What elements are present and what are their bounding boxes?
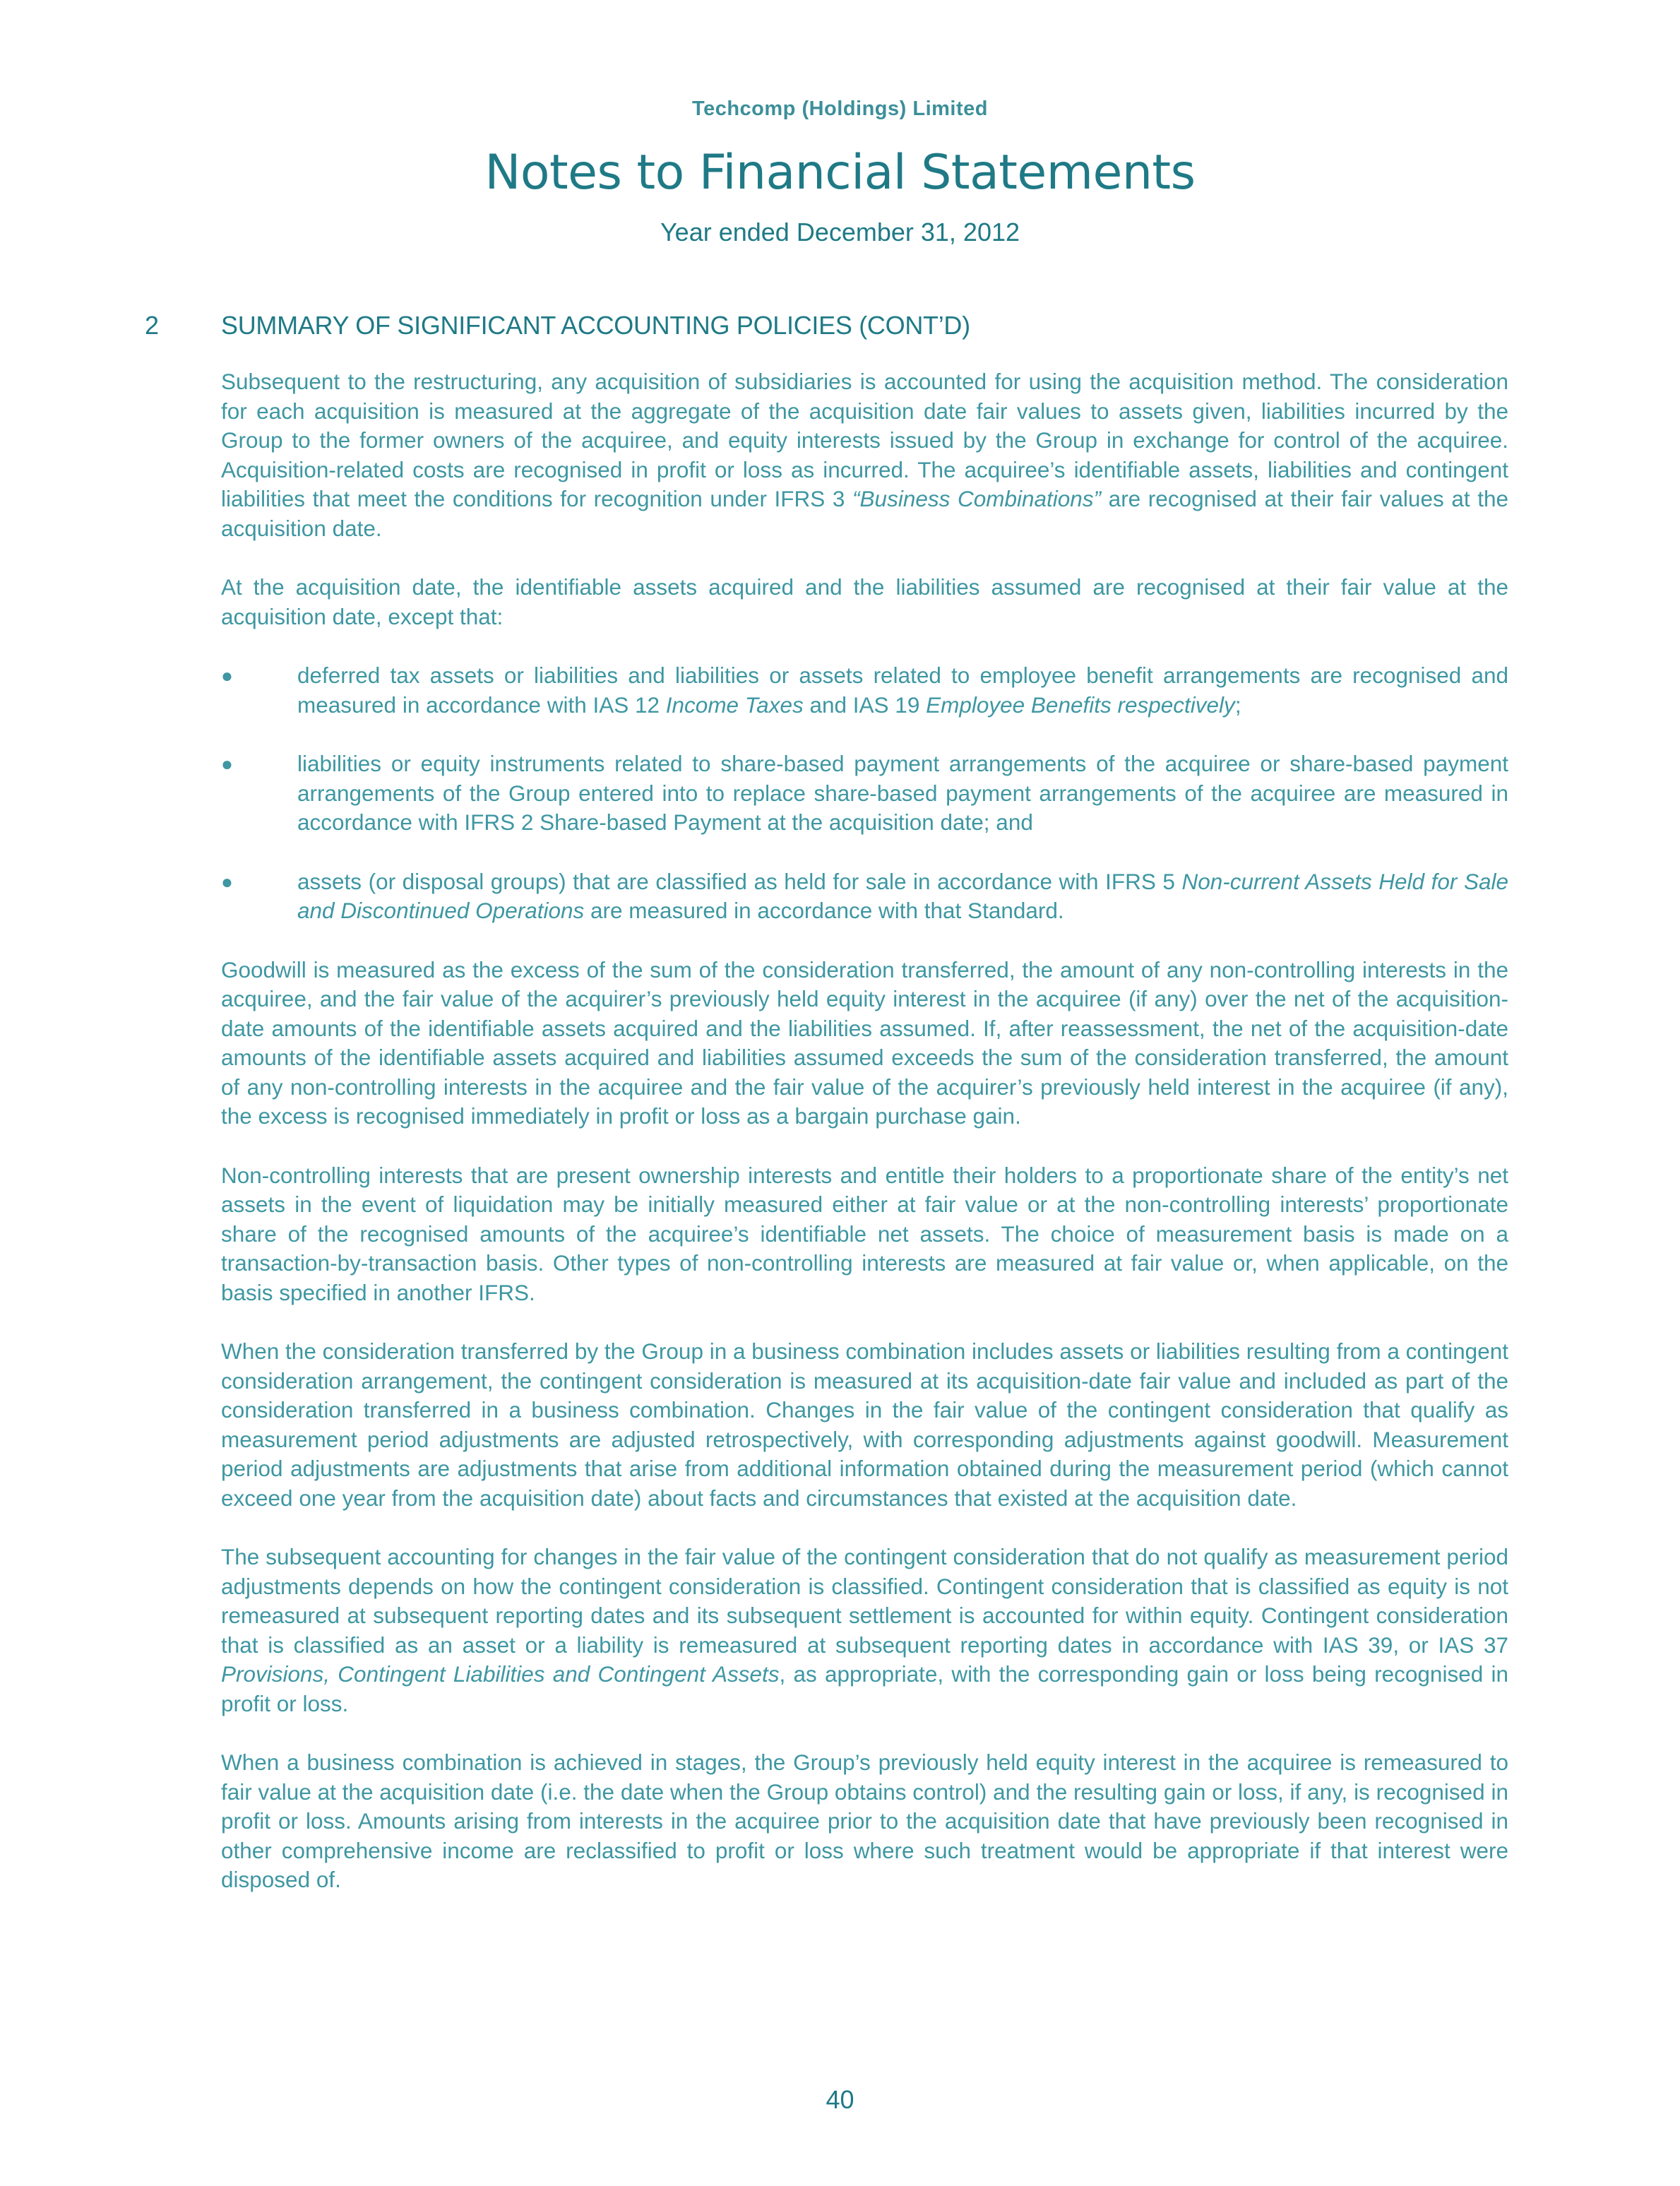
page-number: 40 <box>826 2085 854 2114</box>
page-subtitle: Year ended December 31, 2012 <box>660 218 1020 246</box>
list-item <box>221 749 1508 838</box>
section-title: SUMMARY OF SIGNIFICANT ACCOUNTING POLICIES (CONT’D) <box>221 311 970 340</box>
list-item-text <box>297 661 1508 720</box>
company-name: Techcomp (Holdings) Limited <box>692 97 988 120</box>
list-item-text-part: deferred tax assets or liabilities and liabilities or assets related to employee benefit arrangements are recognised and measured in accordance with IAS 12 <box>297 663 1508 718</box>
paragraph-text: The subsequent accounting for changes in the fair value of the contingent consideration that do not qualify as measurement period adjustments depends on how the contingent consideration is classified. Contingent consideration that is classified as equity is not remeasured at subsequent reporting dates and its subsequent settlement is accounted for within equity. Contingent consideration that is classified as an asset or a liability is remeasured at subsequent reporting dates in accordance with IAS 39, or IAS 37 <box>221 1544 1508 1658</box>
paragraph-text: are recognised at their fair values at the acquisition date. <box>221 486 1508 541</box>
list-item-italic-text: Non-current Assets Held for Sale and Discontinued Operations <box>297 868 1508 923</box>
list-item-text-part: are measured in accordance with that Standard. <box>584 898 1064 923</box>
section-number: 2 <box>145 311 160 340</box>
list-item <box>221 661 1508 720</box>
paragraph-acquisition-date: At the acquisition date, the identifiable assets acquired and the liabilities assumed are recognised at their fair value at the acquisition date, except that: <box>221 574 1508 629</box>
paragraph-business-combination-stages: When a business combination is achieved in stages, the Group’s previously held equity interest in the acquiree is remeasured to fair value at the acquisition date (i.e. the date when the Group obtains control) and the resulting gain or loss, if any, is recognised in profit or loss. Amounts arising from interests in the acquiree prior to the acquisition date that have previously been recognised in other comprehensive income are reclassified to profit or loss where such treatment would be appropriate if that interest were disposed of. <box>221 1750 1508 1892</box>
list-item-italic-text: Employee Benefits respectively <box>926 691 1235 718</box>
list-item-text <box>297 867 1508 926</box>
list-item-text-part: ; <box>1234 691 1241 718</box>
bullet-icon: ● <box>221 870 233 893</box>
bullet-icon: ● <box>221 753 233 775</box>
list-item-text-part: assets (or disposal groups) that are classified as held for sale in accordance with IFRS 5 <box>297 868 1182 894</box>
paragraph-text: , as appropriate, with the corresponding gain or loss being recognised in profit or loss. <box>221 1661 1508 1716</box>
paragraph-italic-text: Provisions, Contingent Liabilities and Contingent Assets <box>221 1661 780 1687</box>
page-title: Notes to Financial Statements <box>484 145 1196 201</box>
paragraph-non-controlling-interests: Non-controlling interests that are present ownership interests and entitle their holders to a proportionate share of the entity’s net assets in the event of liquidation may be initially measured either at fair value or at the non-controlling interests’ proportionate share of the recognised amounts of the acquiree’s identifiable net assets. The choice of measurement basis is made on a transaction-by-transaction basis. Other types of non-controlling interests are measured at fair value or, when applicable, on the basis specified in another IFRS. <box>221 1162 1508 1305</box>
notes-body <box>221 367 1508 1925</box>
list-item-text-part: and IAS 19 <box>803 691 927 718</box>
paragraph-goodwill: Goodwill is measured as the excess of the sum of the consideration transferred, the amount of any non-controlling interests in the acquiree, and the fair value of the acquirer’s previously held equity interest in the acquiree (if any) over the net of the acquisition-date amounts of the identifiable assets acquired and the liabilities assumed. If, after reassessment, the net of the acquisition-date amounts of the identifiable assets acquired and liabilities assumed exceeds the sum of the consideration transferred, the amount of any non-controlling interests in the acquiree and the fair value of the acquirer’s previously held interest in the acquiree (if any), the excess is recognised immediately in profit or loss as a bargain purchase gain. <box>221 956 1508 1129</box>
paragraph-acquisition-method <box>221 367 1508 543</box>
paragraph-subsequent-accounting <box>221 1543 1508 1718</box>
paragraph-italic-text: “Business Combinations” <box>852 486 1102 511</box>
paragraph-text: Subsequent to the restructuring, any acquisition of subsidiaries is accounted for using the acquisition method. The consideration for each acquisition is measured at the aggregate of the acquisition date fair values to assets given, liabilities incurred by the Group to the former owners of the acquiree, and equity interests issued by the Group in exchange for control of the acquiree. Acquisition-related costs are recognised in profit or loss as incurred. The acquiree’s identifiable assets, liabilities and contingent liabilities that meet the conditions for recognition under IFRS 3 <box>221 369 1508 511</box>
bullet-icon: ● <box>221 665 233 687</box>
paragraph-contingent-consideration: When the consideration transferred by the Group in a business combination includes assets or liabilities resulting from a contingent consideration arrangement, the contingent consideration is measured at its acquisition-date fair value and included as part of the consideration transferred in a business combination. Changes in the fair value of the contingent consideration that qualify as measurement period adjustments are adjusted retrospectively, with corresponding adjustments against goodwill. Measurement period adjustments are adjustments that arise from additional information obtained during the measurement period (which cannot exceed one year from the acquisition date) about facts and circumstances that existed at the acquisition date. <box>221 1338 1508 1511</box>
list-item-italic-text: Income Taxes <box>665 691 804 718</box>
list-item-text: liabilities or equity instruments related to share-based payment arrangements of the acquiree or share-based payment arrangements of the Group entered into to replace share-based payment arrangements of the acquiree are measured in accordance with IFRS 2 Share-based Payment at the acquisition date; and <box>297 751 1508 835</box>
list-item <box>221 867 1508 926</box>
